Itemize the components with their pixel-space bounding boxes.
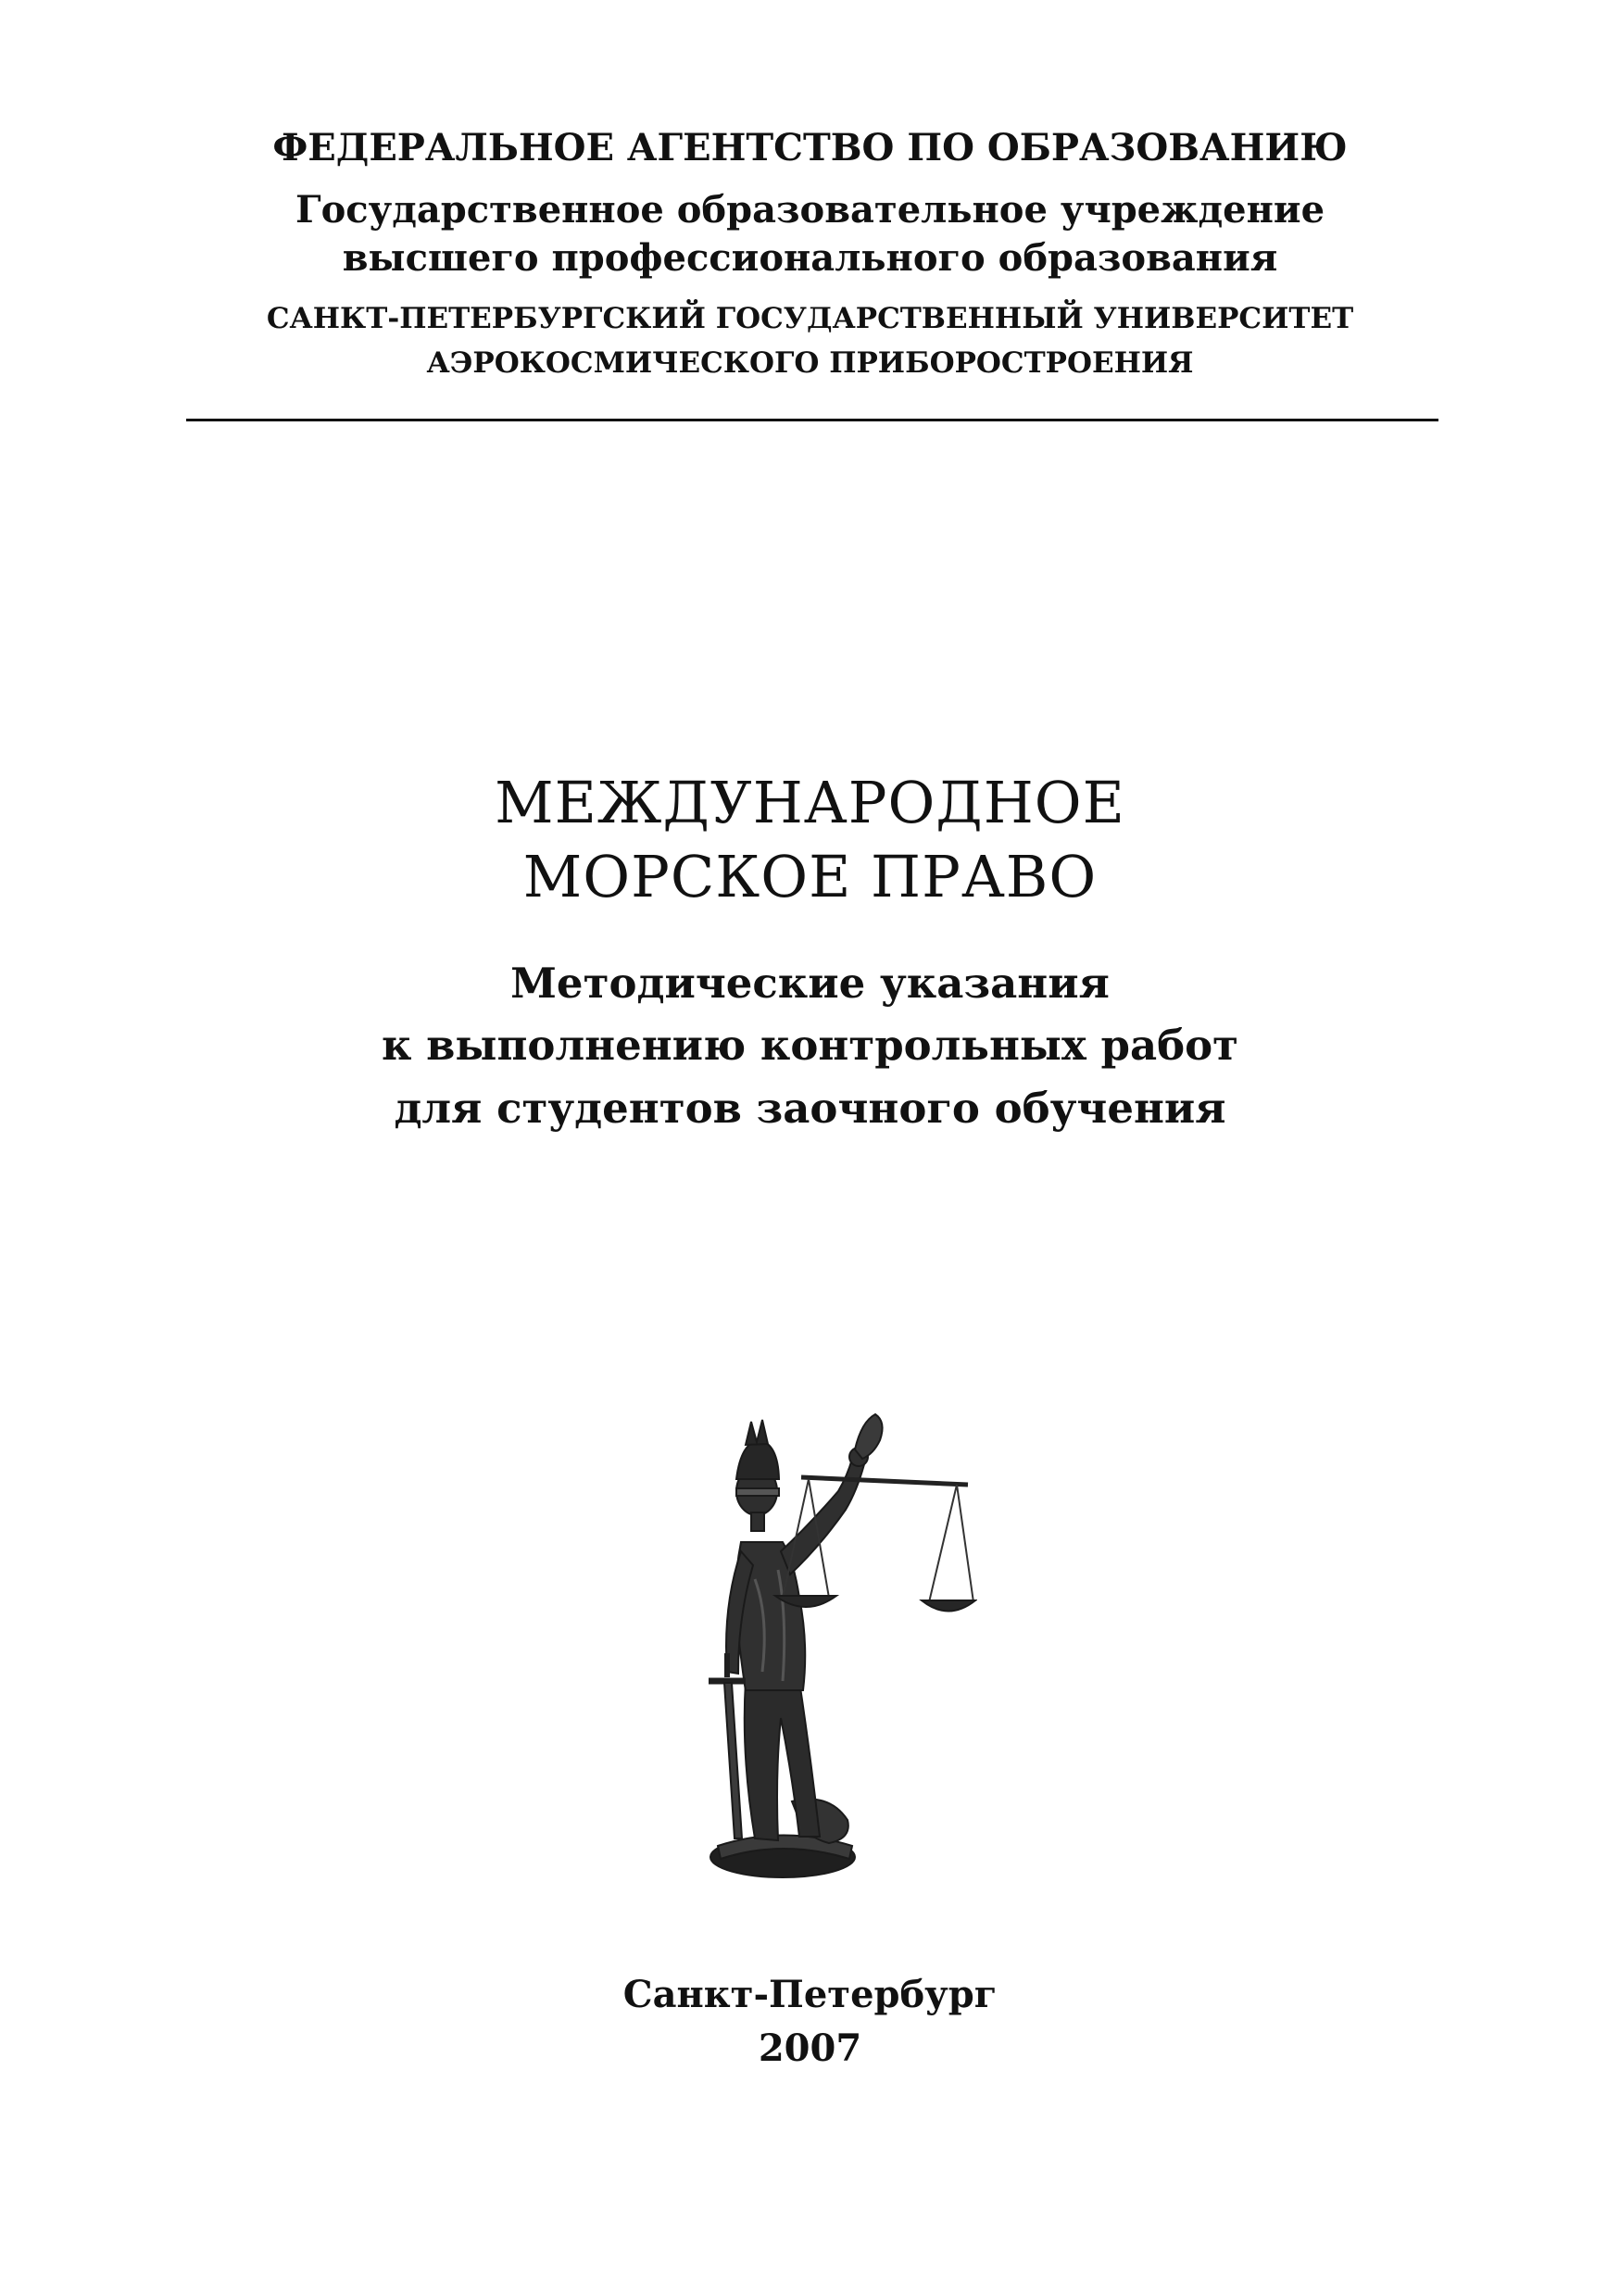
agency-name: ФЕДЕРАЛЬНОЕ АГЕНТСТВО ПО ОБРАЗОВАНИЮ	[272, 126, 1348, 169]
institution-type-line2: высшего профессионального образования	[342, 236, 1278, 280]
university-name-line2: АЭРОКОСМИЧЕСКОГО ПРИБОРОСТРОЕНИЯ	[426, 346, 1194, 380]
lady-justice-statue-icon	[690, 1403, 977, 1885]
subtitle-line1: Методические указания	[510, 959, 1110, 1008]
document-title-line1: МЕЖДУНАРОДНОЕ	[495, 769, 1125, 836]
publication-year: 2007	[758, 2026, 862, 2070]
subtitle-line2: к выполнению контрольных работ	[381, 1021, 1239, 1070]
institution-type-line1: Государственное образовательное учреждение	[295, 188, 1325, 232]
publication-city: Санкт-Петербург	[622, 1973, 998, 2016]
document-title-line2: МОРСКОЕ ПРАВО	[522, 843, 1098, 910]
header-divider	[186, 419, 1438, 421]
subtitle-line3: для студентов заочного обучения	[394, 1084, 1226, 1133]
university-name-line1: САНКТ-ПЕТЕРБУРГСКИЙ ГОСУДАРСТВЕННЫЙ УНИВЕРСИТЕТ	[266, 302, 1354, 335]
